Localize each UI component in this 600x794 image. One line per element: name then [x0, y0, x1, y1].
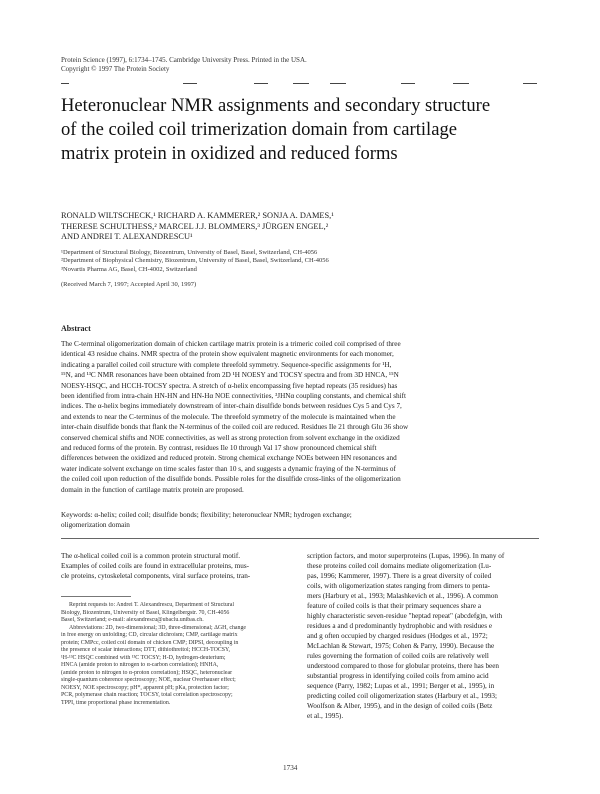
- footnote-rule: [61, 596, 131, 597]
- body-line: cle proteins, cytoskeletal components, viral surface proteins, tran-: [61, 572, 251, 580]
- abstract-line: and reduced forms of the protein. By contrast, residues Ile 10 through Val 17 show pronounced chemical shift: [61, 444, 377, 453]
- body-line: mers (Harbury et al., 1993; Malashkevich et al., 1996). A common: [307, 592, 499, 600]
- abstract-line: been identified from intra-chain HN-HN and HN-Hα NOE connectivities, ³JHNα coupling constants, and chemical shift: [61, 392, 407, 401]
- footnote-line: TPPI, time proportional phase incrementation.: [61, 699, 171, 706]
- body-line: rules governing the formation of coiled coils are relatively well: [307, 652, 489, 660]
- abstract-body: [61, 339, 539, 495]
- body-line: feature of coiled coils is that their primary sequences share a: [307, 602, 482, 610]
- article-title: [61, 94, 541, 166]
- footnote-line: Biology, Biozentrum, University of Basel, Klingelbergstr. 70, CH-4056: [61, 609, 230, 616]
- abstract-line: The C-terminal oligomerization domain of chicken cartilage matrix protein is a trimeric coiled coil comprised of three: [61, 340, 401, 348]
- body-line: predicting coiled coil oligomerization states (Harbury et al., 1993;: [307, 692, 498, 700]
- footnote-line: protein; CMPcc, coiled coil domain of chicken CMP; DIPSI, decoupling in: [61, 639, 239, 646]
- author-line: AND ANDREI T. ALEXANDRESCU¹: [61, 232, 193, 241]
- abstract-line: identical 43 residue chains. NMR spectra of the protein show equivalent magnetic environments for each monomer,: [61, 350, 394, 359]
- body-line: understood compared to those for globular proteins, there has been: [307, 662, 500, 670]
- body-line: Woolfson & Alber, 1995), and in the design of coiled coils (Betz: [307, 702, 493, 710]
- footnote-line: ¹H-¹³C HSQC combined with ¹³C TOCSY; H-D, hydrogen-deuterium;: [61, 654, 226, 661]
- journal-header: [61, 56, 361, 74]
- body-column-right: [307, 551, 539, 721]
- abstract-line: water indicate solvent exchange on time scales faster than 10 s, and suggests a dynamic fraying of the N-terminus of: [61, 464, 396, 473]
- keywords-line: Keywords: α-helix; coiled coil; disulfide bonds; flexibility; heteronuclear NMR; hydrogen exchange;: [61, 511, 352, 519]
- footnotes: [61, 602, 293, 707]
- footnote-line: Abbreviations: 2D, two-dimensional; 3D, three-dimensional; ΔGH, change: [69, 624, 247, 631]
- footnote-line: Basel, Switzerland; e-mail: alexandrescu@ubaclu.unibas.ch.: [61, 617, 204, 623]
- journal-copyright: Copyright © 1997 The Protein Society: [61, 65, 170, 73]
- abstract-line: inter-chain disulfide bonds that flank the N-terminus of the coiled coil are reduced. Residues Ile 21 through Glu 36 show: [61, 423, 409, 432]
- abstract-line: conserved chemical shifts and NOE connectivities, as well as strong protection from solvent exchange in the oxidized: [61, 433, 400, 442]
- journal-citation: Protein Science (1997), 6:1734–1745. Cambridge University Press. Printed in the USA.: [61, 56, 307, 64]
- body-line: The α-helical coiled coil is a common protein structural motif.: [61, 552, 241, 560]
- affiliation-line: ¹Department of Structural Biology, Biozentrum, University of Basel, Basel, Switzerland, CH-4056: [61, 249, 318, 256]
- abstract-line: domain in the function of cartilage matrix protein are proposed.: [61, 485, 244, 494]
- page-number: 1734: [283, 764, 298, 772]
- abstract-line: indicating a parallel coiled coil structure with complete threefold symmetry. Sequence-specific assignments for ¹H,: [61, 360, 392, 369]
- abstract-line: differences between the oxidized and reduced protein. Strong chemical exchange NOEs between HN resonances and: [61, 454, 397, 463]
- body-line: sequence (Parry, 1982; Lupas et al., 1991; Berger et al., 1995), in: [307, 682, 495, 690]
- section-divider: [61, 538, 539, 539]
- abstract-line: the coiled coil upon reduction of the disulfide bonds. Possible roles for the disulfide cross-links of the oligomerization: [61, 475, 401, 484]
- affiliations: [61, 249, 541, 274]
- abstract-heading: Abstract: [61, 324, 91, 333]
- received-dates: (Received March 7, 1997; Accepted April 30, 1997): [61, 281, 197, 288]
- footnote-line: Reprint requests to: Andrei T. Alexandrescu, Department of Structural: [69, 602, 235, 608]
- body-line: and g often occupied by charged residues (Hodges et al., 1972;: [307, 632, 488, 640]
- body-line: highly characteristic seven-residue "heptad repeat" (abcdefg)n, with: [307, 612, 503, 620]
- footnote-line: (amide proton to nitrogen to α-proton correlation); HSQC, heteronuclear: [61, 669, 233, 676]
- abstract-line: and extends to near the C-terminus of the molecule. The threefold symmetry of the molecule is maintained when the: [61, 412, 396, 421]
- author-line: RONALD WILTSCHECK,¹ RICHARD A. KAMMERER,² SONJA A. DAMES,¹: [61, 211, 334, 220]
- footnote-line: HNCA (amide proton to nitrogen to α-carbon correlation); HNHA,: [61, 662, 219, 668]
- body-line: pas, 1996; Kammerer, 1997). There is a great diversity of coiled: [307, 572, 492, 580]
- body-line: McLachlan & Stewart, 1975; Cohen & Parry, 1990). Because the: [307, 642, 495, 650]
- author-list: [61, 211, 541, 243]
- body-column-left: [61, 551, 293, 581]
- footnote-line: the presence of scalar interactions; DTT, dithiothreitol; HCCH-TOCSY,: [61, 647, 230, 653]
- author-line: THERESE SCHULTHESS,² MARCEL J.J. BLOMMERS,³ JÜRGEN ENGEL,²: [61, 221, 329, 231]
- footnote-line: NOESY, NOE spectroscopy; pH*, apparent pH; pKa, protection factor;: [61, 684, 229, 691]
- header-rule: [61, 83, 537, 86]
- body-line: residues a and d predominantly hydrophobic and with residues e: [307, 622, 493, 630]
- body-line: Examples of coiled coils are found in extracellular proteins, mus-: [61, 562, 250, 570]
- keywords-line: oligomerization domain: [61, 521, 130, 529]
- title-line: of the coiled coil trimerization domain from cartilage: [61, 119, 457, 140]
- affiliation-line: ²Department of Biophysical Chemistry, Biozentrum, University of Basel, Basel, Switzerland, CH-4056: [61, 257, 329, 265]
- keywords: [61, 510, 539, 530]
- body-line: scription factors, and motor superproteins (Lupas, 1996). In many of: [307, 552, 505, 560]
- footnote-line: in free energy on unfolding; CD, circular dichroism; CMP, cartilage matrix: [61, 632, 238, 638]
- body-line: substantial progress in identifying coiled coils from amino acid: [307, 672, 489, 680]
- abstract-line: indices. The α-helix begins immediately downstream of inter-chain disulfide bonds between residues Cys 5 and Cys 7,: [61, 402, 402, 411]
- affiliation-line: ³Novartis Pharma AG, Basel, CH-4002, Switzerland: [61, 265, 197, 273]
- title-line: matrix protein in oxidized and reduced forms: [61, 143, 398, 164]
- abstract-line: NOESY-HSQC, and HCCH-TOCSY spectra. A stretch of α-helix encompassing five heptad repeats (35 residues) has: [61, 381, 398, 390]
- body-line: et al., 1995).: [307, 712, 344, 720]
- body-line: these proteins coiled coil domains mediate oligomerization (Lu-: [307, 562, 492, 570]
- body-line: coils, with oligomerization states ranging from dimers to penta-: [307, 582, 491, 590]
- abstract-line: ¹⁵N, and ¹³C NMR resonances have been obtained from 2D ¹H NOESY and TOCSY spectra and from 3D HNCA, ¹⁵N: [61, 371, 399, 380]
- footnote-line: single-quantum coherence spectroscopy; NOE, nuclear Overhauser effect;: [61, 677, 236, 683]
- footnote-line: PCR, polymerase chain reaction; TOCSY, total correlation spectroscopy;: [61, 692, 233, 698]
- title-line: Heteronuclear NMR assignments and secondary structure: [61, 95, 491, 116]
